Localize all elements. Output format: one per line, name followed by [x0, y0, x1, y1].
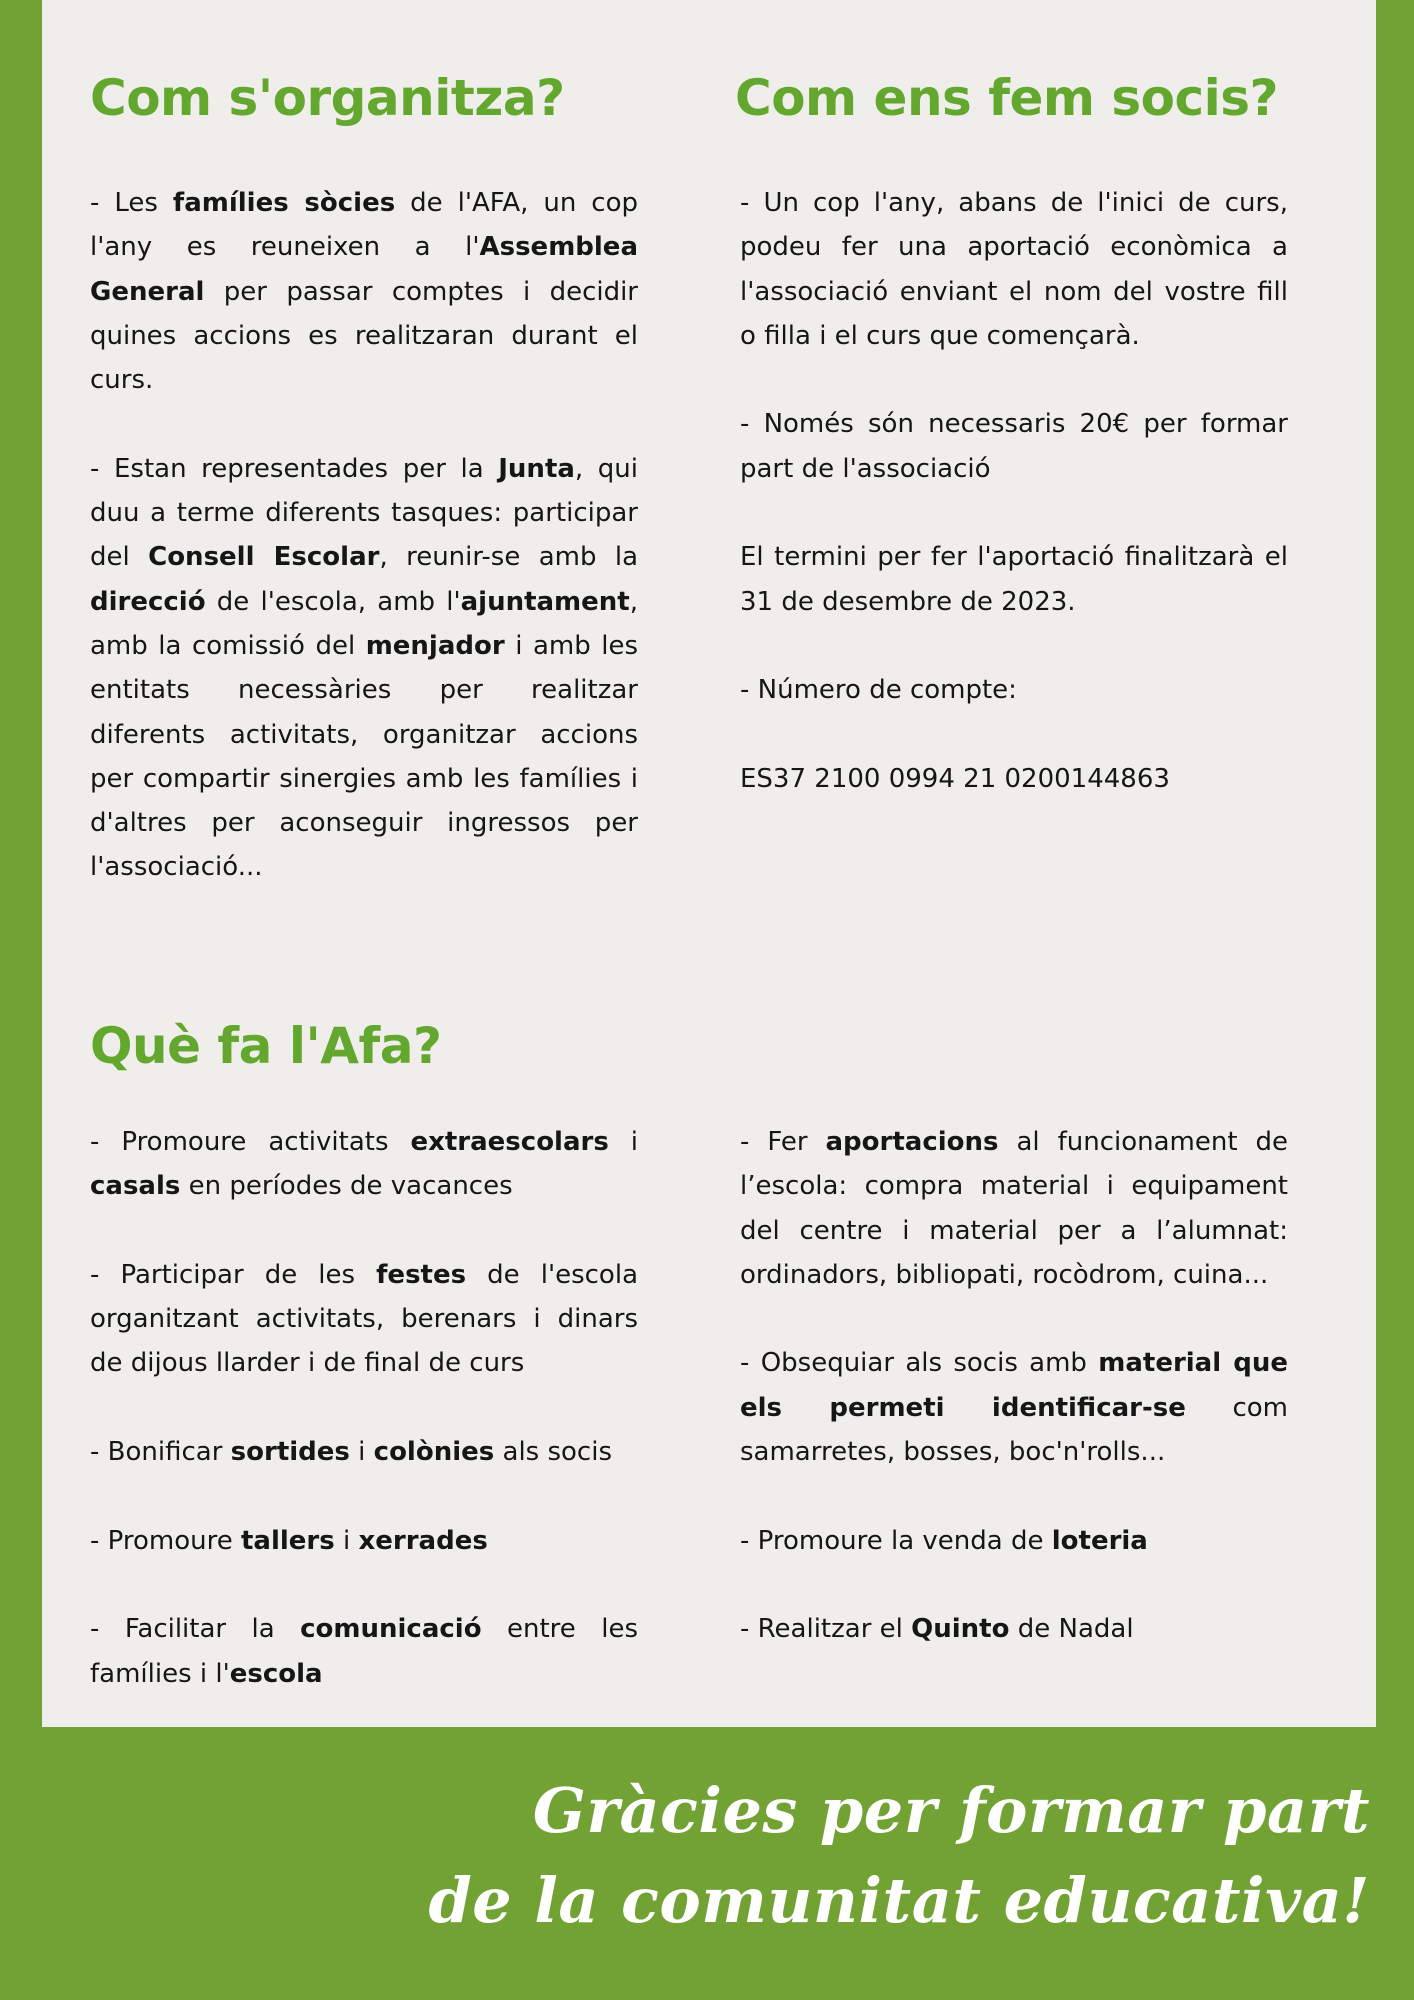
- membership-paragraph-fee: - Només són necessaris 20€ per formar part de l'associació: [740, 409, 1288, 484]
- bold-text: Consell Escolar: [148, 542, 380, 573]
- bold-text: ajuntament: [460, 586, 630, 617]
- activities-heading: Què fa l'Afa?: [90, 1017, 442, 1075]
- text-run: - Participar de les: [90, 1259, 377, 1290]
- activities-right-column: [740, 1120, 1288, 1652]
- bold-text: colònies: [373, 1437, 495, 1468]
- activity-item: [90, 1430, 638, 1474]
- text-run: als socis: [494, 1437, 612, 1468]
- activities-left-column: [90, 1120, 638, 1696]
- thanks-line-1: Gràcies per formar part: [532, 1774, 1370, 1847]
- text-run: de l'AFA, un cop l'any es reuneixen a l': [90, 188, 639, 263]
- activity-item: [90, 1519, 638, 1563]
- text-run: - Realitzar el: [740, 1614, 912, 1645]
- bold-text: extraescolars: [410, 1127, 609, 1157]
- activity-item: [740, 1120, 1288, 1297]
- activity-item: [740, 1341, 1288, 1474]
- text-run: de l'escola, amb l': [205, 586, 461, 617]
- activity-item: [740, 1607, 1288, 1651]
- text-run: - Les: [90, 188, 173, 218]
- bold-text: sortides: [230, 1437, 350, 1468]
- text-run: i: [608, 1127, 638, 1157]
- text-run: entre les famílies i l': [90, 1614, 638, 1689]
- organization-paragraph-assembly: [90, 181, 638, 402]
- bold-text: menjador: [365, 630, 505, 661]
- activity-item: [90, 1120, 638, 1209]
- text-run: - Obsequiar als socis amb: [740, 1348, 1099, 1379]
- organization-heading: Com s'organitza?: [90, 69, 565, 127]
- bold-text: Assemblea General: [90, 232, 638, 307]
- membership-paragraph-deadline: El termini per fer l'aportació finalitzarà el 31 de desembre de 2023.: [740, 542, 1288, 617]
- activity-item: [740, 1519, 1288, 1563]
- organization-column: [90, 181, 638, 890]
- text-run: - Facilitar la: [90, 1614, 301, 1645]
- bold-text: casals: [90, 1171, 181, 1202]
- text-run: , qui duu a terme diferents tasques: participar del: [90, 453, 638, 573]
- text-run: - Promoure: [90, 1525, 241, 1556]
- bold-text: Junta: [498, 453, 575, 484]
- text-run: - Promoure la venda de: [740, 1525, 1052, 1556]
- text-run: en períodes de vacances: [180, 1171, 513, 1202]
- bold-text: festes: [376, 1259, 467, 1290]
- activity-item: [90, 1607, 638, 1696]
- text-run: i: [349, 1437, 374, 1468]
- text-run: , amb la comissió del: [90, 586, 638, 661]
- bold-text: xerrades: [358, 1525, 488, 1556]
- text-run: , reunir-se amb la: [379, 542, 638, 573]
- thanks-line-2: de la comunitat educativa!: [428, 1864, 1370, 1937]
- bold-text: aportacions: [825, 1127, 999, 1157]
- text-run: de l'escola organitzant activitats, berenars i dinars de dijous llarder i de final de curs: [90, 1259, 638, 1379]
- membership-account-label: - Número de compte:: [740, 675, 1017, 706]
- bold-text: Quinto: [911, 1614, 1010, 1645]
- text-run: - Promoure activitats: [90, 1127, 411, 1157]
- text-run: i: [334, 1525, 359, 1556]
- text-run: com samarretes, bosses, boc'n'rolls...: [740, 1392, 1288, 1468]
- text-run: - Fer: [740, 1127, 826, 1157]
- organization-paragraph-board: [90, 447, 638, 890]
- bold-text: tallers: [241, 1525, 335, 1556]
- activity-item: [90, 1253, 638, 1386]
- bold-text: direcció: [90, 586, 206, 617]
- thanks-message: [428, 1766, 1370, 1946]
- bold-text: material que els permeti identificar-se: [740, 1348, 1288, 1423]
- bold-text: escola: [229, 1658, 323, 1689]
- membership-account-number: ES37 2100 0994 21 0200144863: [740, 763, 1170, 794]
- bold-text: famílies sòcies: [172, 188, 396, 218]
- membership-heading: Com ens fem socis?: [735, 69, 1279, 127]
- membership-paragraph-contribution: - Un cop l'any, abans de l'inici de curs, podeu fer una aportació econòmica a l'associació enviant el nom del vostre fill o filla i el curs que començarà.: [740, 188, 1288, 351]
- text-run: de Nadal: [1009, 1614, 1134, 1645]
- text-run: - Estan representades per la: [90, 453, 499, 484]
- text-run: per passar comptes i decidir quines accions es realitzaran durant el curs.: [90, 276, 638, 396]
- bold-text: comunicació: [300, 1614, 482, 1645]
- text-run: i amb les entitats necessàries per realitzar diferents activitats, organitzar accions per compartir sinergies amb les famílies i d'altres per aconseguir ingressos per l'associació...: [90, 630, 638, 883]
- bold-text: loteria: [1051, 1525, 1148, 1556]
- membership-column: [740, 181, 1288, 801]
- text-run: - Bonificar: [90, 1437, 231, 1468]
- text-run: al funcionament de l’escola: compra material i equipament del centre i material per a l’alumnat: ordinadors, bibliopati, rocòdrom, cuina...: [740, 1127, 1288, 1290]
